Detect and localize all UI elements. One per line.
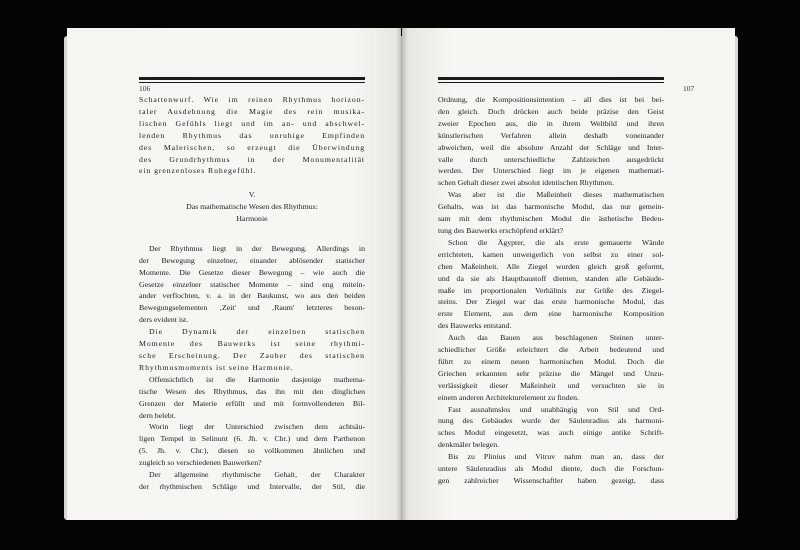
text-line: Rhythmusmoments ist seine Harmonie. bbox=[139, 362, 294, 372]
header-rule-right bbox=[438, 77, 664, 83]
text-line: ander verflochten, v. a. in der Baukunst, wo aus den beiden bbox=[139, 291, 365, 301]
text-line: erste Element, aus dem eine harmonische Komposition bbox=[438, 309, 664, 319]
text-line: dern belebt. bbox=[139, 410, 176, 420]
text-line: des Bauwerks entstand. bbox=[438, 321, 512, 331]
open-book bbox=[62, 28, 740, 522]
text-line: Gehalts, was ist das harmonische Modul, das nur gemein- bbox=[438, 202, 664, 212]
text-line: tische Wesen des Rhythmus, das ihn mit den dinglichen bbox=[139, 386, 365, 396]
left-page bbox=[67, 28, 401, 520]
text-line: Die Dynamik der einzelnen statischen bbox=[149, 327, 365, 337]
text-line: der rhythmischen Schläge und Intervalle, der Stil, die bbox=[139, 481, 365, 491]
text-line: ders evident ist. bbox=[139, 315, 189, 325]
text-line: nung des Gebäudes wurde der Säulenradius als harmoni- bbox=[438, 416, 664, 426]
text-line: Der Rhythmus liegt in der Bewegung. Allerdings in bbox=[149, 243, 365, 253]
text-line: Der allgemeine rhythmische Gehalt, der Charakter bbox=[149, 470, 365, 480]
right-page-text bbox=[438, 94, 664, 487]
text-line: Gesetze einzelner statischer Momente – sind eng mitein- bbox=[139, 279, 365, 289]
header-rule-left bbox=[139, 77, 365, 83]
text-line: Momente des Bauwerks ist seine rhythmi- bbox=[139, 339, 365, 349]
text-line: Auch das Bauen aus beschlagenen Steinen unter- bbox=[448, 333, 664, 343]
text-line: sam mit dem rhythmischen Modul die ästhetische Bedeu- bbox=[438, 214, 664, 224]
text-line: sches Modul eingesetzt, was auch einige antike Schrift- bbox=[438, 428, 664, 438]
text-line: denkmäler belegen. bbox=[438, 440, 500, 450]
text-line: Grenzen der Materie erfüllt und mit formvollendeten Bil- bbox=[139, 398, 365, 408]
text-line: lenden Rhythmus das unruhige Empfinden bbox=[139, 130, 365, 140]
page-number-left: 106 bbox=[139, 84, 151, 93]
text-line: des Grundrhythmus in der Monumentalität bbox=[139, 154, 365, 164]
section-number: V. bbox=[248, 190, 256, 200]
text-line: gen zahlreicher Wissenschaftler haben gezeigt, dass bbox=[438, 476, 664, 485]
text-line: Schon die Ägypter, die als erste gemauerte Wände bbox=[448, 237, 664, 247]
left-page-text bbox=[139, 94, 365, 493]
text-line: Fast ausnahmslos und unabhängig von Stil und Ord- bbox=[448, 404, 664, 414]
text-line: valle durch unterschiedliche Zahlzeichen ausgedrückt bbox=[438, 154, 664, 164]
right-page bbox=[402, 28, 735, 520]
text-line: Worin liegt der Unterschied zwischen dem achtsäu- bbox=[149, 422, 365, 432]
text-line: Momente. Die Gesetze dieser Bewegung – wie auch die bbox=[139, 267, 365, 277]
text-line: Bewegungselementen ‚Zeit' und ‚Raum' letzteres beson- bbox=[139, 303, 365, 313]
text-line: führt zu einem neuen harmonischen Modul. Doch die bbox=[438, 356, 664, 366]
text-line: werden. Der Unterschied liegt im je eigenen mathemati- bbox=[438, 166, 664, 176]
text-line: Ordnung, die Kompositionsintention – all dies ist bei bei- bbox=[438, 95, 664, 104]
text-line: Bis zu Plinius und Vitruv nahm man an, dass der bbox=[448, 452, 664, 462]
text-line: schen Gehalt dieser zwei absolut identischen Rhythmen. bbox=[438, 178, 615, 188]
text-line: Griechen erkannten sehr präzise die Mängel und Unzu- bbox=[438, 368, 664, 378]
text-line: einem anderen Architekturelement zu finden. bbox=[438, 392, 579, 402]
text-line: Was aber ist die Maßeinheit dieses mathematischen bbox=[448, 190, 664, 200]
section-title: Harmonie bbox=[236, 214, 268, 224]
text-line: abweichen, weil die absolute Anzahl der Schläge und Inter- bbox=[438, 142, 664, 152]
text-line: errichteten, kamen unweigerlich von selbst zu einer sol- bbox=[438, 249, 664, 259]
text-line: zugleich so verschiedenen Bauwerken? bbox=[139, 458, 262, 468]
text-line: der Bewegung einzelner, einander ablösender statischer bbox=[139, 255, 365, 265]
book-gutter bbox=[396, 28, 408, 522]
text-line: untere Säulenradius als Modul diente, doch die Forschun- bbox=[438, 464, 664, 474]
page-number-right: 107 bbox=[683, 84, 695, 93]
text-line: schiedlicher Größe erleichtert die Arbeit bedeutend und bbox=[438, 345, 664, 355]
text-line: ein grenzenloses Ruhegefühl. bbox=[139, 166, 257, 176]
text-line: maße im proportionalen Verhältnis zur Größe des Ziegel- bbox=[438, 285, 664, 295]
text-line: steins. Der Ziegel war das erste harmonische Modul, das bbox=[438, 297, 664, 307]
text-line: den gleich. Doch drücken auch beide präzise den Geist bbox=[438, 106, 664, 116]
section-title: Das mathematische Wesen des Rhythmus: bbox=[186, 202, 318, 212]
text-line: sche Erscheinung. Der Zauber des statischen bbox=[139, 351, 365, 360]
text-line: chen Maßeinheit. Alle Ziegel wurden gleich groß geformt, bbox=[438, 261, 664, 271]
text-line: (5. Jh. v. Chr.), diesen so vollkommen ähnlichen und bbox=[139, 446, 365, 456]
text-line: tung des Bauwerks erschöpfend erklärt? bbox=[438, 225, 564, 235]
text-line: zweier Epochen aus, die in ihrem Weltbild und ihren bbox=[438, 118, 664, 128]
text-line: Offensichtlich ist die Harmonie dasjenige mathema- bbox=[149, 374, 365, 384]
text-line: taler Ausdehnung die Magie des rein musika- bbox=[139, 106, 365, 116]
text-line: des Malerischen, so erzeugt die Überwindung bbox=[139, 142, 365, 152]
text-line: verlässigkeit dieser Maßeinheit und versuchten sie in bbox=[438, 380, 664, 390]
text-line: Schattenwurf. Wie im reinen Rhythmus horizon- bbox=[139, 95, 365, 104]
text-line: lischen Gefühls liegt und im an- und abschwel- bbox=[139, 118, 365, 128]
text-line: künstlerischen Verfahren allein deshalb voneinander bbox=[438, 130, 664, 140]
text-line: und da sie als Hauptbaustoff dienten, standen alle Gebäude- bbox=[438, 273, 664, 283]
text-line: ligen Tempel in Selinunt (6. Jh. v. Chr.) und dem Parthenon bbox=[139, 434, 365, 444]
